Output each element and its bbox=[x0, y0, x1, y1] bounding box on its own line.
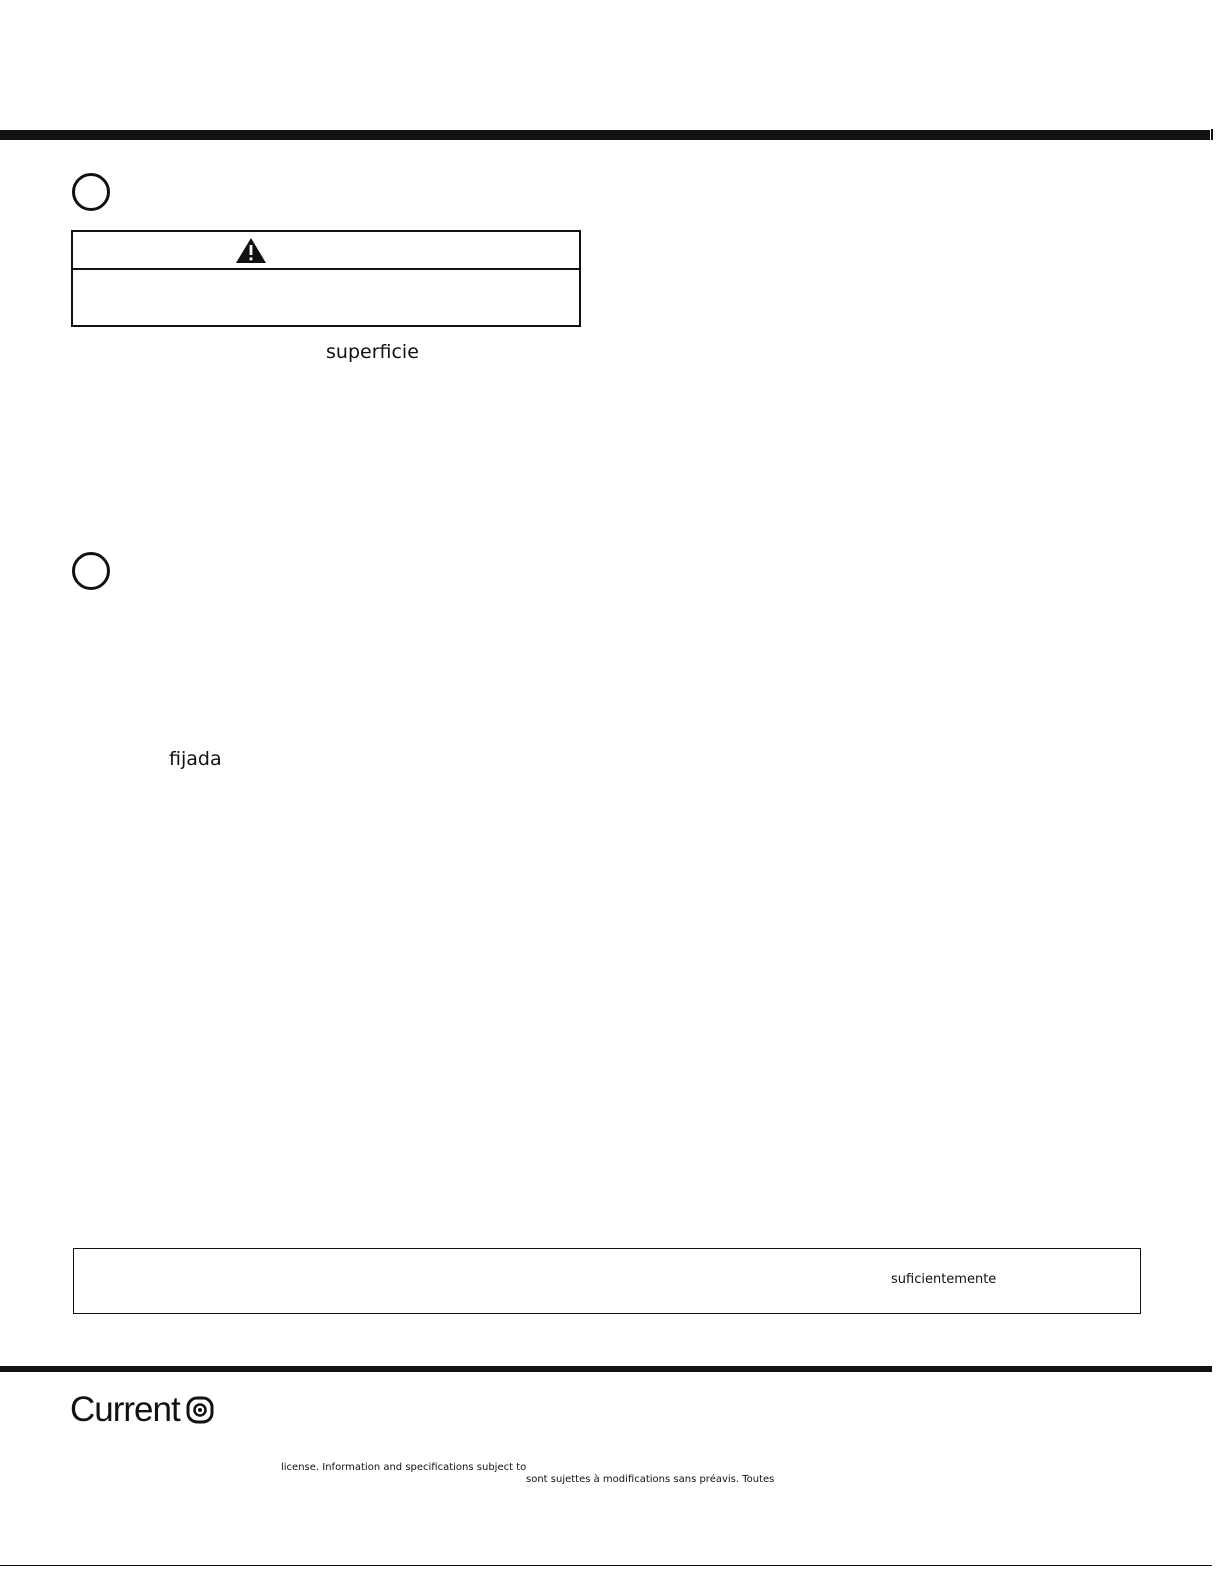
fine-print-english: license. Information and specifications subject to bbox=[281, 1462, 527, 1473]
current-logo bbox=[70, 1390, 214, 1430]
note-word-suficientemente: suficientemente bbox=[891, 1272, 997, 1287]
header-divider-tick bbox=[1211, 129, 1213, 140]
logo-text: Current bbox=[70, 1390, 180, 1429]
warning-header bbox=[73, 232, 579, 270]
note-box bbox=[73, 1248, 1141, 1314]
footer-divider bbox=[0, 1366, 1212, 1372]
warning-box bbox=[71, 230, 581, 327]
body-word-fijada: fijada bbox=[169, 748, 222, 770]
warning-triangle-icon bbox=[235, 237, 267, 264]
fine-print-french: sont sujettes à modifications sans préavis. Toutes bbox=[526, 1474, 775, 1485]
page-bottom-line bbox=[0, 1565, 1212, 1566]
body-word-superficie: superficie bbox=[326, 341, 419, 363]
step-2-circle-icon bbox=[72, 552, 110, 590]
current-logo-mark-icon bbox=[186, 1396, 214, 1424]
header-divider bbox=[0, 130, 1210, 140]
step-1-circle-icon bbox=[72, 173, 110, 211]
